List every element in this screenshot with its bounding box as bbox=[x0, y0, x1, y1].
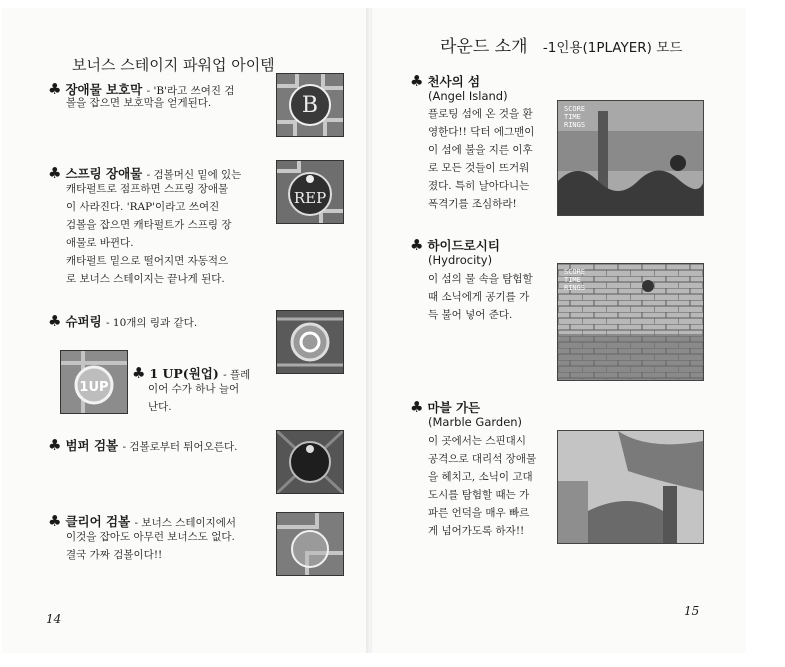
club-bullet-icon: ♣ bbox=[132, 364, 146, 382]
hud-readout: SCORE TIME RINGS bbox=[564, 105, 586, 129]
item-desc-spring: 캐타펄트로 점프하면 스프링 장애물 이 사라진다. 'RAP'이라고 쓰여진 검볼을 잡으면 캐타펄트가 스프링 장 애물로 바뀐다. 캐타펄트 밑으로 떨어지면 자동적으 로 보너스 스테이지는 끝나게 된다. bbox=[66, 183, 232, 285]
club-bullet-icon: ♣ bbox=[410, 236, 424, 254]
item-title-bumper: ♣ 범퍼 검볼 - 검볼로부터 튀어오른다. bbox=[48, 436, 238, 454]
hydrocity-screenshot bbox=[557, 263, 704, 381]
round-subtitle-marble-garden: (Marble Garden) bbox=[428, 415, 523, 429]
round-title-hydrocity: ♣ 하이드로시티 bbox=[410, 236, 500, 254]
item-desc-one-up: 이어 수가 하나 늘어 난다. bbox=[148, 383, 240, 413]
page-number-right: 15 bbox=[684, 604, 700, 618]
page-number-left: 14 bbox=[46, 612, 62, 626]
round-desc-marble-garden: 이 곳에서는 스핀대시 공격으로 대리석 장애물 을 헤치고, 소닉이 고대 도시를 탐험할 때는 가 파른 언덕을 매우 빠르 게 넘어가도록 하자!! bbox=[428, 435, 537, 537]
club-bullet-icon: ♣ bbox=[48, 312, 62, 330]
club-bullet-icon: ♣ bbox=[48, 436, 62, 454]
round-subtitle-angel-island: (Angel Island) bbox=[428, 89, 508, 103]
left-page-header: 보너스 스테이지 파워업 아이템 bbox=[72, 56, 275, 74]
item-title-spring: ♣ 스프링 장애물 - 검볼머신 밑에 있는 bbox=[48, 164, 242, 182]
super-ring-icon bbox=[276, 310, 344, 374]
club-bullet-icon: ♣ bbox=[48, 164, 62, 182]
item-title-super-ring: ♣ 슈퍼링 - 10개의 링과 같다. bbox=[48, 312, 198, 330]
club-bullet-icon: ♣ bbox=[48, 80, 62, 98]
round-desc-hydrocity: 이 섬의 물 속을 탐험할 때 소닉에게 공기를 가 득 불어 넣어 준다. bbox=[428, 273, 533, 321]
svg-text:1UP: 1UP bbox=[79, 380, 109, 395]
club-bullet-icon: ♣ bbox=[410, 398, 424, 416]
svg-text:B: B bbox=[301, 93, 319, 118]
bonus-rep-spring-icon bbox=[276, 160, 344, 224]
one-up-icon bbox=[60, 350, 128, 414]
hud-readout: SCORE TIME RINGS bbox=[564, 268, 586, 292]
angel-island-screenshot bbox=[557, 100, 704, 216]
item-title-shield: ♣ 장애물 보호막 - 'B'라고 쓰여진 검 bbox=[48, 80, 235, 98]
item-title-clear: ♣ 클리어 검볼 - 보너스 스테이지에서 bbox=[48, 512, 237, 530]
round-title-marble-garden: ♣ 마블 가든 bbox=[410, 398, 481, 416]
round-title-angel-island: ♣ 천사의 섬 bbox=[410, 72, 481, 90]
svg-text:REP: REP bbox=[293, 189, 327, 207]
marble-garden-screenshot bbox=[557, 430, 704, 544]
item-title-one-up: ♣ 1 UP(원업) - 플레 bbox=[132, 364, 251, 382]
bumper-gumball-icon bbox=[276, 430, 344, 494]
item-desc-clear: 이것을 잡아도 아무런 보너스도 없다. 결국 가짜 검볼이다!! bbox=[66, 531, 235, 561]
round-desc-angel-island: 플로팅 섬에 온 것을 환 영한다!! 닥터 에그맨이 이 섬에 불을 지른 이후 로 모든 것들이 뜨거워 졌다. 특히 날아다니는 폭격기를 조심하라! bbox=[428, 108, 535, 210]
right-page-header: 라운드 소개 -1인용(1PLAYER) 모드 bbox=[440, 37, 683, 57]
club-bullet-icon: ♣ bbox=[410, 72, 424, 90]
item-desc-shield: 볼을 잡으면 보호막을 얻게된다. bbox=[66, 97, 212, 109]
club-bullet-icon: ♣ bbox=[48, 512, 62, 530]
bonus-b-shield-icon bbox=[276, 73, 344, 137]
clear-gumball-icon bbox=[276, 512, 344, 576]
round-subtitle-hydrocity: (Hydrocity) bbox=[428, 253, 493, 267]
